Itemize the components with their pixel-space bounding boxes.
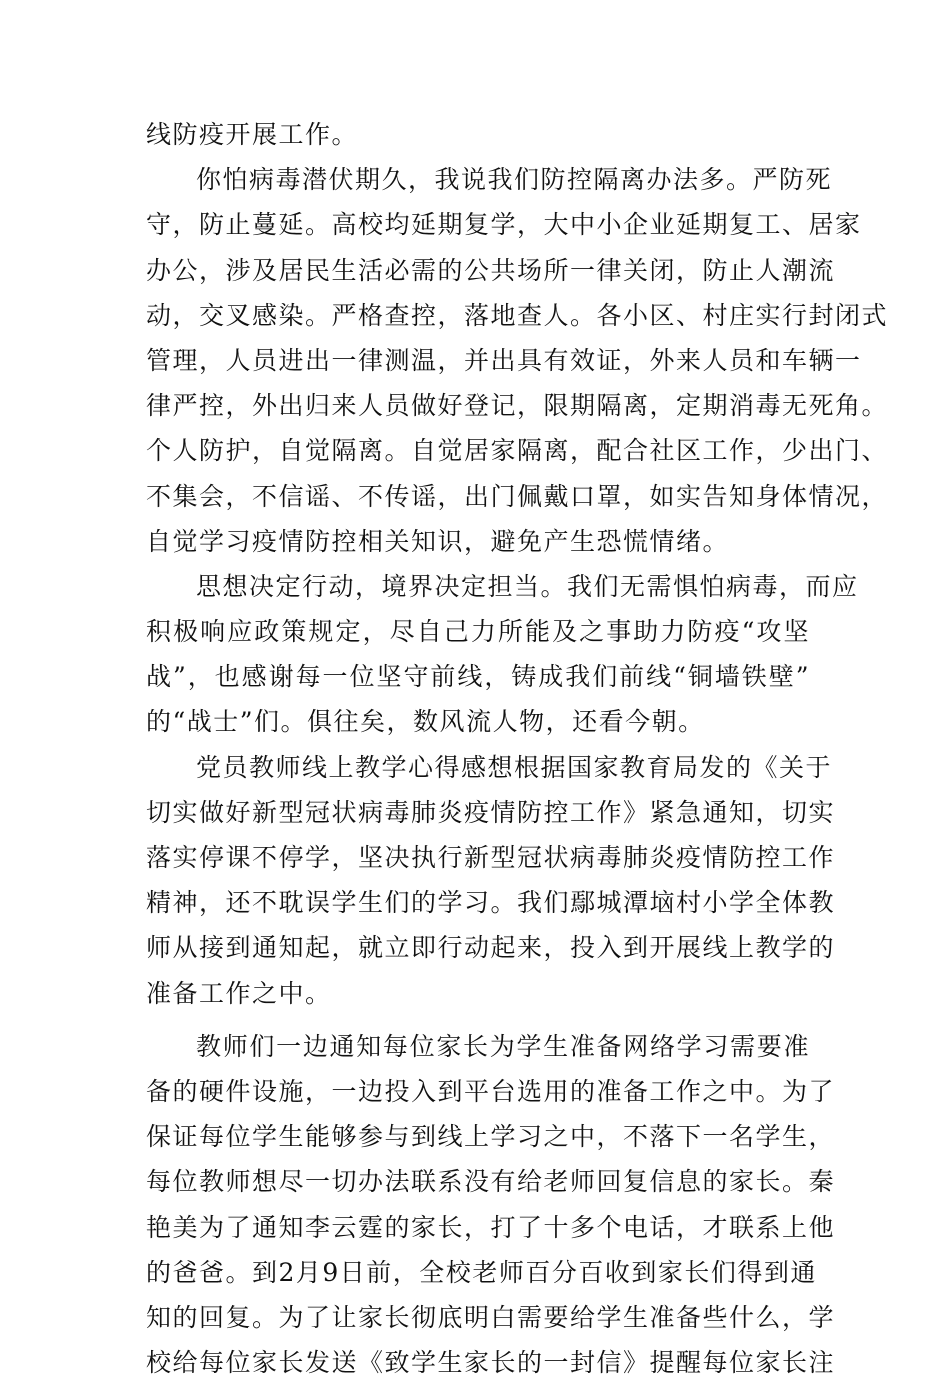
paragraph-line: 备的硬件设施，一边投入到平台选用的准备工作之中。为了 xyxy=(146,1076,836,1106)
paragraph-line: 教师们一边通知每位家长为学生准备网络学习需要准 xyxy=(196,1031,810,1061)
paragraph-line: 党员教师线上教学心得感想根据国家教育局发的《关于 xyxy=(196,752,833,782)
paragraph-line: 律严控，外出归来人员做好登记，限期隔离，定期消毒无死角。 xyxy=(146,391,889,421)
paragraph-line: 知的回复。为了让家长彻底明白需要给学生准备些什么，学 xyxy=(146,1302,836,1332)
paragraph-line: 师从接到通知起，就立即行动起来，投入到开展线上教学的 xyxy=(146,933,836,963)
paragraph-line: 积极响应政策规定，尽自己力所能及之事助力防疫“攻坚 xyxy=(146,617,810,647)
paragraph-line: 准备工作之中。 xyxy=(146,978,332,1008)
paragraph-line: 思想决定行动，境界决定担当。我们无需惧怕病毒，而应 xyxy=(196,571,859,601)
paragraph-line: 战”，也感谢每一位坚守前线，铸成我们前线“铜墙铁壁” xyxy=(146,662,810,692)
paragraph-spacer xyxy=(146,1016,810,1024)
body-text xyxy=(146,112,889,1385)
paragraph-line: 切实做好新型冠状病毒肺炎疫情防控工作》紧急通知，切实 xyxy=(146,797,836,827)
paragraph-line: 不集会，不信谣、不传谣，出门佩戴口罩，如实告知身体情况， xyxy=(146,481,889,511)
paragraph-line: 每位教师想尽一切办法联系没有给老师回复信息的家长。秦 xyxy=(146,1167,836,1197)
paragraph-line: 动，交叉感染。严格查控，落地查人。各小区、村庄实行封闭式 xyxy=(146,300,889,330)
paragraph-line: 自觉学习疫情防控相关知识，避免产生恐慌情绪。 xyxy=(146,526,730,556)
paragraph-line: 保证每位学生能够参与到线上学习之中，不落下一名学生， xyxy=(146,1122,836,1152)
paragraph-line: 办公，涉及居民生活必需的公共场所一律关闭，防止人潮流 xyxy=(146,255,836,285)
paragraph-line: 的爸爸。到2月9日前，全校老师百分百收到家长们得到通 xyxy=(146,1257,817,1287)
paragraph-line: 线防疫开展工作。 xyxy=(146,120,359,149)
paragraph-line: 管理，人员进出一律测温，并出具有效证，外来人员和车辆一 xyxy=(146,345,862,375)
paragraph-line: 精神，还不耽误学生们的学习。我们鄢城潭垴村小学全体教 xyxy=(146,888,836,918)
paragraph-line: 守，防止蔓延。高校均延期复学，大中小企业延期复工、居家 xyxy=(146,210,862,240)
paragraph-line: 落实停课不停学，坚决执行新型冠状病毒肺炎疫情防控工作 xyxy=(146,843,836,872)
paragraph-line: 个人防护，自觉隔离。自觉居家隔离，配合社区工作，少出门、 xyxy=(146,436,889,466)
paragraph-line: 艳美为了通知李云霆的家长，打了十多个电话，才联系上他 xyxy=(146,1212,836,1242)
paragraph-line: 你怕病毒潜伏期久，我说我们防控隔离办法多。严防死 xyxy=(196,165,833,195)
paragraph-line: 的“战士”们。俱往矣，数风流人物，还看今朝。 xyxy=(146,707,705,737)
paragraph-line: 校给每位家长发送《致学生家长的一封信》提醒每位家长注 xyxy=(146,1348,836,1378)
